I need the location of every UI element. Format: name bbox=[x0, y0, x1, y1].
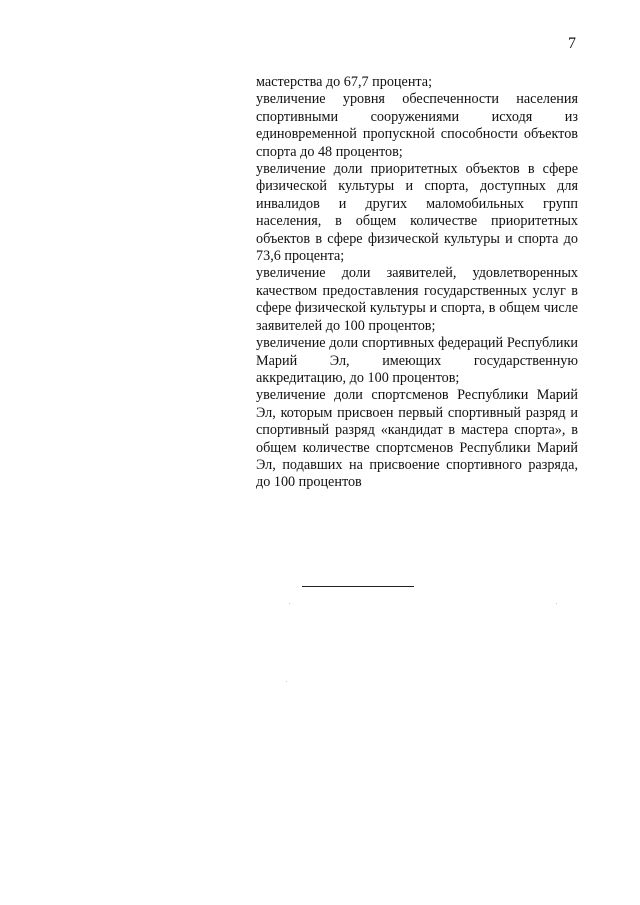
page-number: 7 bbox=[568, 35, 576, 52]
paragraph-1: мастерства до 67,7 процента; bbox=[256, 74, 433, 90]
closing-divider-line bbox=[302, 586, 414, 587]
paragraph-4: увеличение доли заявителей, удовлетворенных качеством предоставления государственных услуг в сфере физической культуры и спорта, в общем числе заявителей до 100 процентов; bbox=[256, 265, 578, 334]
paragraph-6: увеличение доли спортсменов Республики Марий Эл, которым присвоен первый спортивный разряд и спортивный разряд «кандидат в мастера спорта», в общем количестве спортсменов Республики Марий Эл, подавших на присвоение спортивного разряда, до 100 процентов bbox=[256, 387, 578, 491]
document-text bbox=[256, 74, 578, 492]
paragraph-3: увеличение доли приоритетных объектов в сфере физической культуры и спорта, доступных для инвалидов и других маломобильных групп населения, в общем количестве приоритетных объектов в сфере физической культуры и спорта до 73,6 процента; bbox=[256, 161, 578, 265]
scan-speck bbox=[286, 681, 287, 682]
scan-speck bbox=[556, 603, 557, 604]
paragraph-5: увеличение доли спортивных федераций Республики Марий Эл, имеющих государственную аккредитацию, до 100 процентов; bbox=[256, 335, 578, 386]
paragraph-2: увеличение уровня обеспеченности населения спортивными сооружениями исходя из единовременной пропускной способности объектов спорта до 48 процентов; bbox=[256, 91, 578, 160]
scan-speck bbox=[289, 603, 290, 604]
